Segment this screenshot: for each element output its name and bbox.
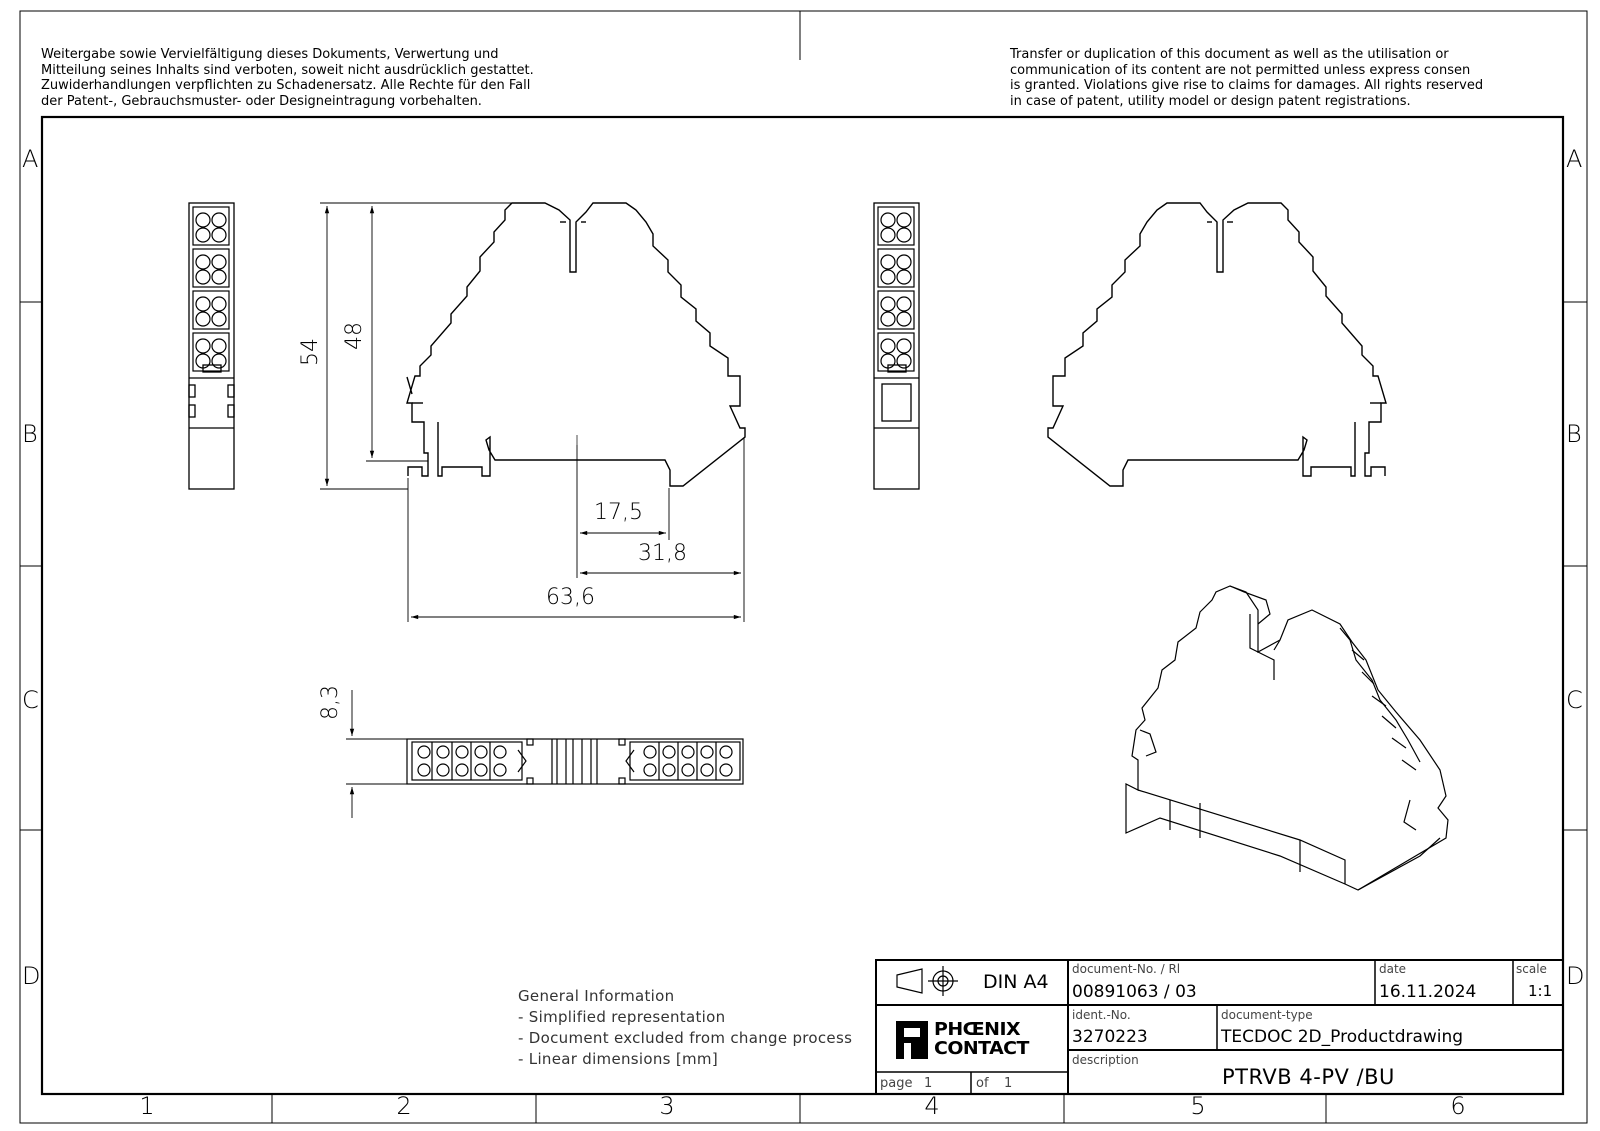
document-no-value: 00891063 / 03 (1072, 982, 1197, 1002)
projection-symbol (897, 966, 958, 996)
dimension-offset-inner: 17,5 (594, 500, 643, 525)
scale-label: scale (1516, 962, 1547, 976)
dimension-offset-half: 31,8 (638, 541, 687, 566)
dimension-height-rail: 48 (342, 322, 367, 350)
top-view-clamps-right (626, 742, 740, 780)
paper-format: DIN A4 (983, 971, 1049, 993)
zone-col-5: 5 (1190, 1092, 1206, 1120)
top-view-clamps-left (412, 742, 526, 780)
document-type-label: document-type (1221, 1008, 1313, 1022)
isometric-view (1126, 586, 1448, 890)
sheet-frame (20, 11, 1587, 1123)
company-logo (896, 1021, 1046, 1063)
zone-col-2: 2 (396, 1092, 412, 1120)
zone-row-a-right: A (1566, 145, 1583, 173)
dimension-height-total: 54 (298, 338, 323, 366)
general-information-item: - Linear dimensions [mm] (518, 1050, 718, 1068)
zone-col-1: 1 (139, 1092, 155, 1120)
ident-label: ident.-No. (1072, 1008, 1131, 1022)
zone-row-a-left: A (22, 145, 39, 173)
ident-value: 3270223 (1072, 1027, 1148, 1047)
top-view-center (527, 739, 625, 784)
general-information-item: - Document excluded from change process (518, 1029, 853, 1047)
description-value: PTRVB 4-PV /BU (1222, 1065, 1395, 1089)
side-view-right (874, 203, 919, 489)
description-label: description (1072, 1053, 1139, 1067)
zone-row-c-left: C (22, 686, 39, 714)
general-information-item: - Simplified representation (518, 1008, 726, 1026)
page-value: 1 (924, 1076, 933, 1091)
zone-row-c-right: C (1566, 686, 1583, 714)
document-type-value: TECDOC 2D_Productdrawing (1221, 1027, 1464, 1047)
zone-col-6: 6 (1450, 1092, 1466, 1120)
zone-row-d-right: D (1566, 962, 1585, 990)
top-view (407, 739, 743, 784)
logo-line-1: PHŒNIX (934, 1019, 1021, 1040)
zone-col-4: 4 (924, 1092, 940, 1120)
general-information-title: General Information (518, 987, 675, 1005)
dimension-depth: 8,3 (318, 685, 343, 720)
of-value: 1 (1004, 1076, 1013, 1091)
zone-col-3: 3 (659, 1092, 675, 1120)
date-label: date (1379, 962, 1407, 976)
of-label: of (976, 1076, 989, 1091)
dimension-width-total: 63,6 (546, 585, 595, 610)
legal-notice-german: Weitergabe sowie Vervielfältigung dieses Dokuments, Verwertung und Mitteilung seines Inhalts sind verboten, soweit nicht ausdrücklich gestattet. Zuwiderhandlungen verpflichten zu Schadenersatz. Alle Rechte für den Fall der Patent-, Gebrauchsmuster- oder Designeintragung vorbehalten. (41, 47, 534, 109)
general-information (518, 986, 852, 1070)
scale-value: 1:1 (1528, 982, 1553, 1000)
date-value: 16.11.2024 (1379, 982, 1477, 1002)
legal-notice-english: Transfer or duplication of this document as well as the utilisation or communication of its content are not permitted unless express consen is granted. Violations give rise to claims for damages. All rights reserved in case of patent, utility model or design patent registrations. (1010, 47, 1484, 109)
dimension-depth (346, 690, 407, 818)
front-view-rear (1048, 203, 1386, 486)
logo-line-2: CONTACT (934, 1038, 1029, 1059)
zone-row-b-right: B (1566, 420, 1582, 448)
front-view-main (407, 203, 745, 486)
side-view-left (189, 203, 234, 489)
zone-row-d-left: D (22, 962, 41, 990)
page-label: page (880, 1076, 913, 1091)
zone-row-b-left: B (22, 420, 38, 448)
document-no-label: document-No. / Rl (1072, 962, 1181, 976)
